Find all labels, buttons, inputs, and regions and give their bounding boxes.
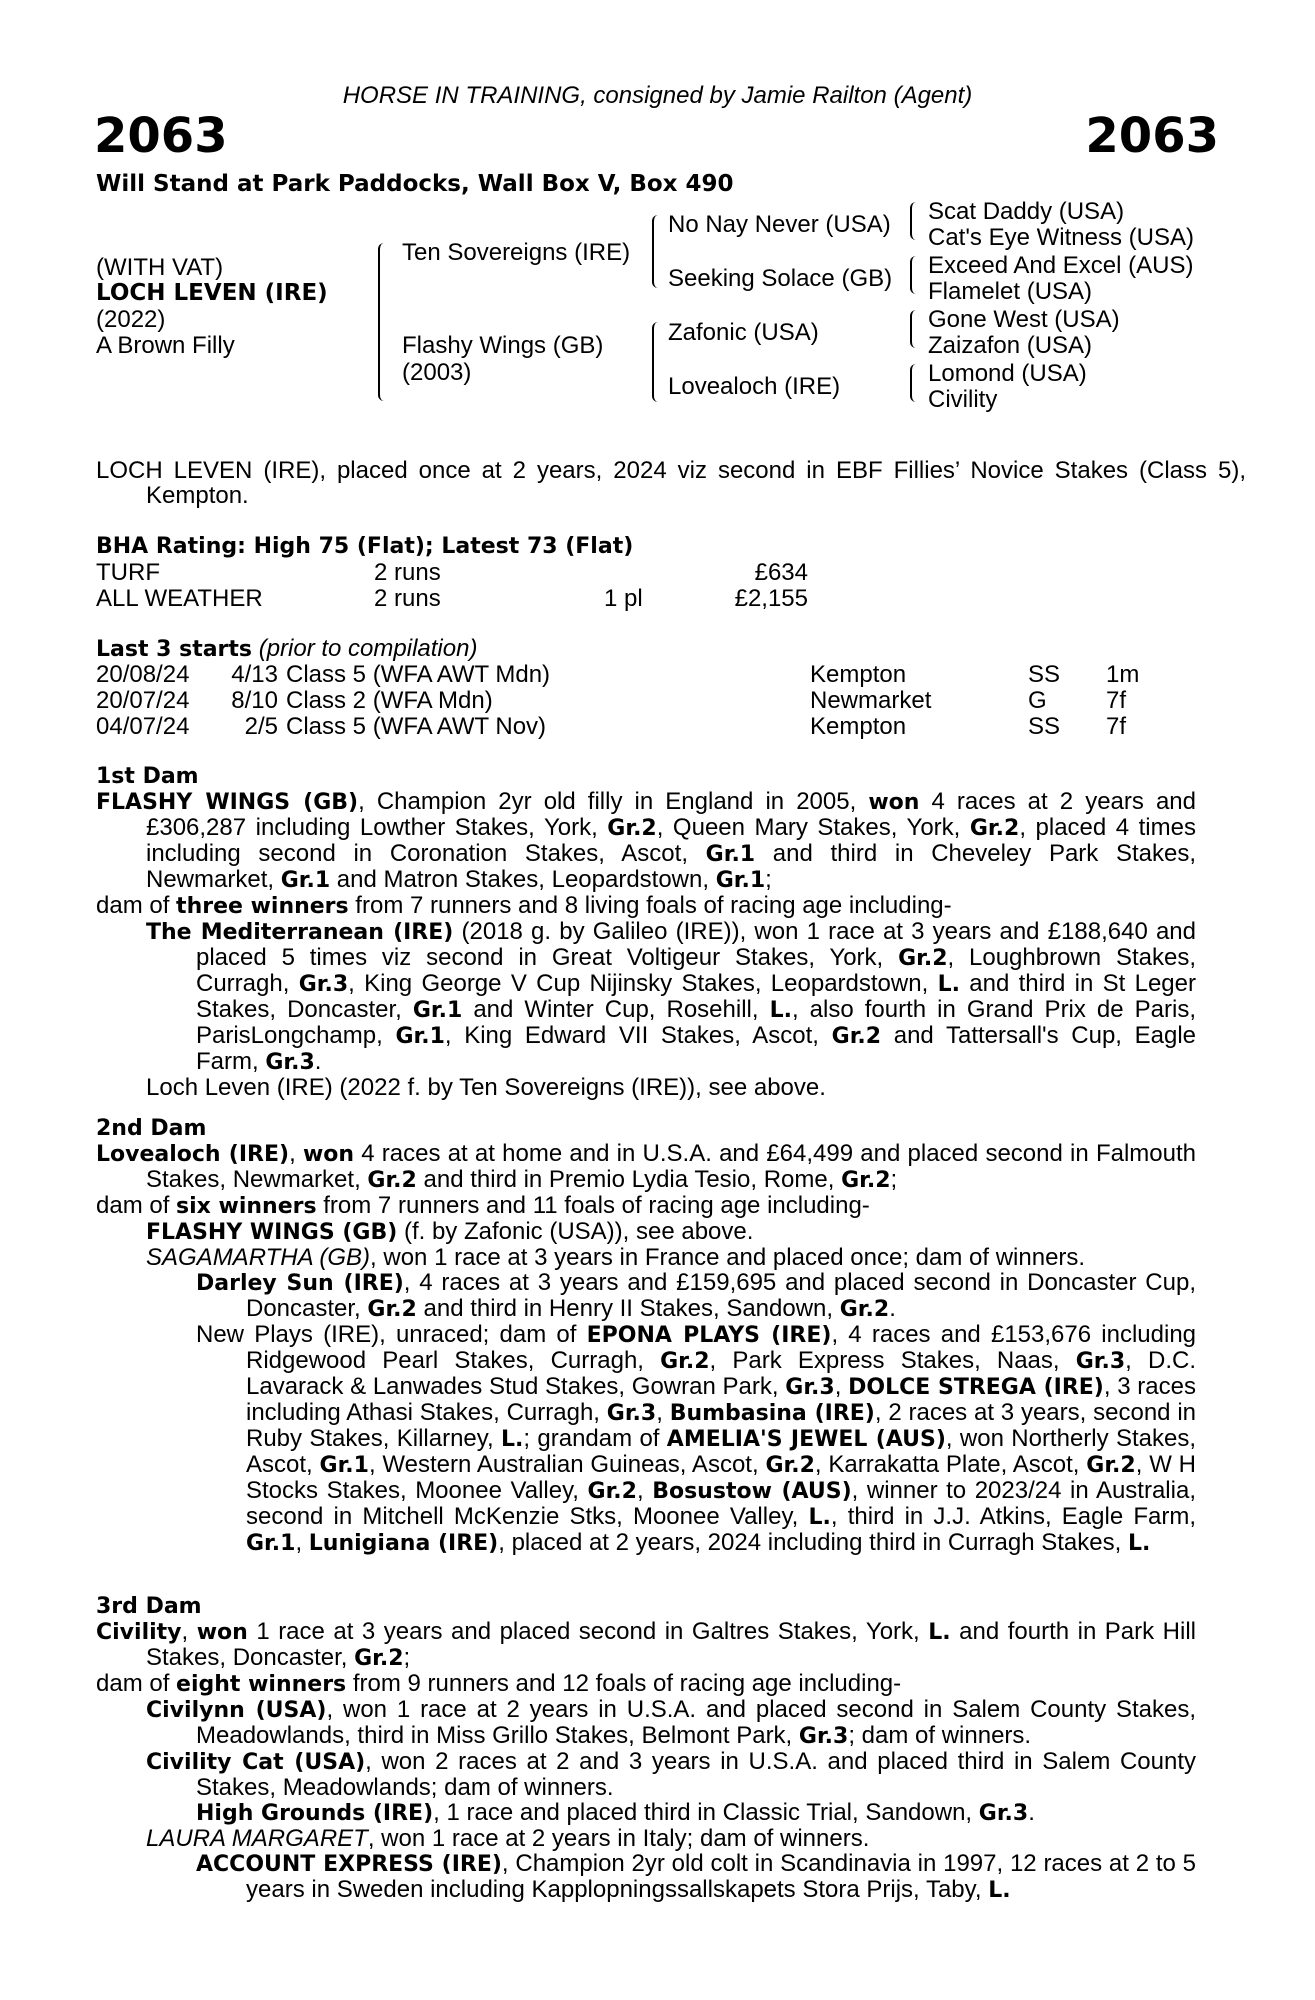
- text: ;: [403, 1644, 411, 1671]
- text: , 2 races at 3 years, second in Ruby Stakes, Killarney,: [246, 1399, 1196, 1452]
- grade: Gr.2: [1086, 1453, 1136, 1478]
- text: , won 1 race at 3 years in France and placed once; dam of winners.: [370, 1244, 1086, 1271]
- won-label: won: [868, 790, 920, 815]
- start-going: SS: [1028, 661, 1061, 688]
- text: , third in J.J. Atkins, Eagle Farm,: [830, 1503, 1196, 1530]
- pedigree-brace: [378, 243, 388, 401]
- start-going: G: [1028, 687, 1047, 714]
- third-dam-section: [96, 1594, 1196, 1903]
- text: , Loughbrown Stakes, Curragh,: [196, 944, 1196, 997]
- progeny-record: [96, 1749, 1196, 1800]
- text: (2018 g. by Galileo (IRE)), won 1 race at 3 years and £188,640 and placed 5 times viz second in Great Voltigeur Stakes, York,: [196, 918, 1196, 971]
- grade: Gr.2: [898, 946, 948, 971]
- ddd: Civility: [928, 386, 998, 413]
- grade: Gr.2: [831, 1024, 882, 1049]
- text: from 7 runners and 8 living foals of racing age including-: [348, 892, 952, 919]
- rating-earnings: £2,155: [734, 585, 808, 612]
- progeny-name: The Mediterranean (IRE): [146, 920, 454, 945]
- grade: Gr.1: [715, 868, 766, 893]
- lot-number-left: 2063: [94, 108, 228, 164]
- start-race: Class 5 (WFA AWT Mdn): [286, 661, 551, 688]
- start-date: 20/08/24: [96, 661, 190, 688]
- text: ,: [289, 1140, 303, 1167]
- sire-brace: [652, 215, 660, 288]
- bha-rating: BHA Rating: High 75 (Flat); Latest 73 (Flat): [96, 534, 634, 559]
- start-course: Kempton: [810, 713, 907, 740]
- dds: Lomond (USA): [928, 360, 1087, 387]
- start-going: SS: [1028, 713, 1061, 740]
- start-date: 04/07/24: [96, 713, 190, 740]
- text: ; dam of winners.: [848, 1722, 1032, 1749]
- text: and Matron Stakes, Leopardstown,: [330, 866, 716, 893]
- progeny-name: DOLCE STREGA (IRE): [848, 1375, 1104, 1400]
- text: , 1 race and placed third in Classic Trial, Sandown,: [433, 1799, 979, 1826]
- last-starts-title: Last 3 starts: [96, 637, 253, 662]
- rating-runs: 2 runs: [374, 559, 441, 586]
- grade: Gr.1: [246, 1531, 296, 1556]
- last-starts-heading: [96, 636, 477, 662]
- dss: Gone West (USA): [928, 306, 1120, 333]
- ssd: Cat's Eye Witness (USA): [928, 224, 1194, 251]
- progeny-name: EPONA PLAYS (IRE): [586, 1323, 832, 1348]
- text: ,: [656, 1399, 670, 1426]
- progeny-name: AMELIA'S JEWEL (AUS): [666, 1427, 946, 1452]
- text: .: [1028, 1799, 1035, 1826]
- grade: L.: [1127, 1531, 1151, 1556]
- grade: L.: [988, 1878, 1011, 1903]
- grade: Gr.2: [841, 1168, 891, 1193]
- text: and third in Cheveley Park Stakes, Newmarket,: [146, 840, 1197, 893]
- grade: L.: [769, 998, 792, 1023]
- sire-sire: No Nay Never (USA): [668, 211, 891, 238]
- progeny-name: Civility Cat (USA): [146, 1750, 366, 1775]
- grade: Gr.3: [1075, 1349, 1126, 1374]
- text: ; grandam of: [523, 1425, 667, 1452]
- sss: Scat Daddy (USA): [928, 198, 1125, 225]
- text: 1 race at 3 years and placed second in Galtres Stakes, York,: [247, 1618, 929, 1645]
- start-race: Class 5 (WFA AWT Nov): [286, 713, 547, 740]
- text: ,: [295, 1529, 309, 1556]
- grade: Gr.3: [978, 1801, 1029, 1826]
- stabling-line: Will Stand at Park Paddocks, Wall Box V, Box 490: [96, 171, 734, 197]
- grade: L.: [501, 1427, 524, 1452]
- text: and third in St Leger Stakes, Doncaster,: [196, 970, 1196, 1023]
- text: , 4 races at 3 years and £159,695 and placed second in Doncaster Cup, Doncaster,: [246, 1269, 1196, 1322]
- text: .: [314, 1048, 322, 1075]
- progeny-record: [96, 1219, 1196, 1245]
- progeny-name: ACCOUNT EXPRESS (IRE): [196, 1852, 502, 1877]
- grade: Gr.2: [367, 1168, 417, 1193]
- text: , Champion 2yr old colt in Scandinavia in 1997, 12 races at 2 to 5 years in Sweden including Kapplopningssallskapets Stora Prijs, Taby,: [246, 1850, 1197, 1903]
- rating-surface: TURF: [96, 559, 160, 586]
- third-dam-record: [96, 1619, 1196, 1671]
- grade: Gr.1: [705, 842, 756, 867]
- grade: Gr.2: [587, 1479, 637, 1504]
- third-dam-title: 3rd Dam: [96, 1594, 202, 1619]
- text: (f. by Zafonic (USA)), see above.: [397, 1218, 754, 1245]
- grade: Gr.2: [660, 1349, 710, 1374]
- text: , won 1 race at 2 years in U.S.A. and placed second in Salem County Stakes, Meadowlands, third in Miss Grillo Stakes, Belmont Park,: [196, 1696, 1196, 1749]
- text: , 3 races including Athasi Stakes, Curragh,: [246, 1373, 1196, 1426]
- start-distance: 7f: [1106, 687, 1127, 714]
- grade: Gr.2: [765, 1453, 815, 1478]
- text: dam of: [96, 1670, 177, 1697]
- rating-places: 1 pl: [604, 585, 643, 612]
- rating-surface: ALL WEATHER: [96, 585, 263, 612]
- text: , King George V Cup Nijinsky Stakes, Leopardstown,: [348, 970, 938, 997]
- dd-brace: [910, 364, 918, 402]
- text: and Winter Cup, Rosehill,: [462, 996, 770, 1023]
- winners-count: eight winners: [176, 1672, 347, 1697]
- progeny-record: [96, 1800, 1196, 1826]
- progeny-name: Civilynn (USA): [146, 1698, 327, 1723]
- text: , Champion 2yr old filly in England in 2005,: [358, 788, 869, 815]
- text: ,: [181, 1618, 197, 1645]
- text: , placed 4 times including second in Coronation Stakes, Ascot,: [146, 814, 1196, 867]
- first-dam-section: [96, 764, 1196, 1100]
- grade: Gr.2: [367, 1297, 417, 1322]
- progeny-name: Lunigiana (IRE): [308, 1531, 499, 1556]
- horse-description: A Brown Filly: [96, 332, 235, 359]
- start-distance: 1m: [1106, 661, 1140, 688]
- winners-count: three winners: [176, 894, 349, 919]
- grade: Gr.2: [607, 816, 657, 841]
- vat-note: (WITH VAT): [96, 254, 224, 281]
- dam-sire: Zafonic (USA): [668, 319, 819, 346]
- text: from 9 runners and 12 foals of racing age including-: [346, 1670, 902, 1697]
- dam-brace: [652, 322, 660, 402]
- first-dam-record: [96, 789, 1196, 893]
- dsd: Zaizafon (USA): [928, 332, 1093, 359]
- last-starts-note: (prior to compilation): [258, 635, 478, 662]
- rating-earnings: £634: [754, 559, 808, 586]
- text: ;: [765, 866, 772, 893]
- progeny-record: [96, 1826, 1196, 1851]
- progeny-record: [96, 1245, 1196, 1270]
- text: dam of: [96, 1192, 177, 1219]
- text: and third in Henry II Stakes, Sandown,: [416, 1295, 840, 1322]
- progeny-record: Loch Leven (IRE) (2022 f. by Ten Sovereigns (IRE)), see above.: [146, 1074, 826, 1101]
- grade: Gr.3: [785, 1375, 835, 1400]
- start-race: Class 2 (WFA Mdn): [286, 687, 493, 714]
- progeny-record: [96, 1697, 1196, 1749]
- ss-brace: [910, 202, 918, 240]
- text: and Tattersall's Cup, Eagle Farm,: [196, 1022, 1196, 1075]
- second-dam-section: [96, 1116, 1196, 1556]
- dam-dam: Lovealoch (IRE): [668, 373, 841, 400]
- ds-brace: [910, 310, 918, 348]
- grade: Gr.1: [412, 998, 463, 1023]
- sdd: Flamelet (USA): [928, 278, 1093, 305]
- start-date: 20/07/24: [96, 687, 190, 714]
- grade: Gr.1: [280, 868, 331, 893]
- text: dam of: [96, 892, 177, 919]
- sire-dam: Seeking Solace (GB): [668, 265, 893, 292]
- text: , Karrakatta Plate, Ascot,: [814, 1451, 1087, 1478]
- grade: Gr.3: [265, 1050, 315, 1075]
- first-dam-title: 1st Dam: [96, 764, 199, 789]
- consignment-line: HORSE IN TRAINING, consigned by Jamie Railton (Agent): [342, 82, 973, 109]
- grade: Gr.3: [606, 1401, 657, 1426]
- progeny-name: LAURA MARGARET: [146, 1825, 368, 1852]
- text: 4 races at at home and in U.S.A. and £64,499 and placed second in Falmouth Stakes, Newmarket,: [146, 1140, 1196, 1193]
- dam-year: (2003): [402, 359, 472, 386]
- progeny-name: Bumbasina (IRE): [669, 1401, 875, 1426]
- progeny-name: FLASHY WINGS (GB): [146, 1220, 398, 1245]
- horse-name: LOCH LEVEN (IRE): [96, 280, 328, 306]
- text: , placed at 2 years, 2024 including third in Curragh Stakes,: [498, 1529, 1128, 1556]
- sd-brace: [910, 256, 918, 294]
- progeny-name: High Grounds (IRE): [196, 1801, 434, 1826]
- text: and fourth in Park Hill Stakes, Doncaster,: [146, 1618, 1196, 1671]
- start-position: 2/5: [244, 713, 278, 740]
- horse-year: (2022): [96, 306, 166, 333]
- start-course: Newmarket: [810, 687, 932, 714]
- grade: L.: [937, 972, 960, 997]
- text: , King Edward VII Stakes, Ascot,: [444, 1022, 832, 1049]
- won-label: won: [302, 1142, 355, 1167]
- text: , winner to 2023/24 in Australia, second in Mitchell McKenzie Stks, Moonee Valley,: [246, 1477, 1196, 1530]
- dam-of-line: [96, 1193, 1196, 1219]
- text: , W H Stocks Stakes, Moonee Valley,: [246, 1451, 1197, 1504]
- race-summary: LOCH LEVEN (IRE), placed once at 2 years, 2024 viz second in EBF Fillies’ Novice Stakes (Class 5), Kempton.: [96, 457, 1246, 509]
- grade: Gr.3: [798, 1724, 849, 1749]
- grade: Gr.2: [354, 1646, 404, 1671]
- text: , D.C. Lavarack & Lanwades Stud Stakes, Gowran Park,: [246, 1347, 1196, 1400]
- sds: Exceed And Excel (AUS): [928, 252, 1194, 279]
- won-label: won: [196, 1620, 248, 1645]
- grade: Gr.1: [319, 1453, 369, 1478]
- grade: L.: [808, 1505, 831, 1530]
- dam-of-line: [96, 893, 1196, 919]
- grade: L.: [928, 1620, 951, 1645]
- second-dam-title: 2nd Dam: [96, 1116, 207, 1141]
- text: , won 2 races at 2 and 3 years in U.S.A. and placed third in Salem County Stakes, Meadowlands; dam of winners.: [196, 1748, 1196, 1801]
- text: , Western Australian Guineas, Ascot,: [368, 1451, 766, 1478]
- progeny-record: [96, 1322, 1196, 1556]
- text: ,: [636, 1477, 653, 1504]
- progeny-record: [96, 1270, 1196, 1322]
- text: 4 races at 2 years and £306,287 including Lowther Stakes, York,: [146, 788, 1196, 841]
- sire: Ten Sovereigns (IRE): [402, 239, 631, 266]
- progeny-record: [96, 919, 1196, 1075]
- text: ;: [890, 1166, 898, 1193]
- text: and third in Premio Lydia Tesio, Rome,: [416, 1166, 842, 1193]
- start-distance: 7f: [1106, 713, 1127, 740]
- rating-runs: 2 runs: [374, 585, 441, 612]
- dam-name: Lovealoch (IRE): [96, 1142, 290, 1167]
- winners-count: six winners: [176, 1194, 317, 1219]
- text: , won Northerly Stakes, Ascot,: [246, 1425, 1196, 1478]
- dam: Flashy Wings (GB): [402, 332, 604, 359]
- text: , also fourth in Grand Prix de Paris, ParisLongchamp,: [196, 996, 1197, 1049]
- progeny-name: SAGAMARTHA (GB): [146, 1244, 371, 1271]
- grade: Gr.2: [839, 1297, 890, 1322]
- start-course: Kempton: [810, 661, 907, 688]
- text: , Queen Mary Stakes, York,: [656, 814, 970, 841]
- progeny-name: Darley Sun (IRE): [196, 1271, 404, 1296]
- text: , 4 races and £153,676 including Ridgewood Pearl Stakes, Curragh,: [246, 1321, 1197, 1374]
- start-position: 4/13: [231, 661, 278, 688]
- grade: Gr.2: [969, 816, 1020, 841]
- lot-number-right: 2063: [1085, 108, 1219, 164]
- grade: Gr.3: [298, 972, 349, 997]
- start-position: 8/10: [231, 687, 278, 714]
- text: , won 1 race at 2 years in Italy; dam of winners.: [367, 1825, 870, 1852]
- dam-name: Civility: [96, 1620, 182, 1645]
- progeny-record: [96, 1851, 1196, 1903]
- text: ,: [834, 1373, 849, 1400]
- dam-name: FLASHY WINGS (GB): [96, 790, 359, 815]
- progeny-name: Bosustow (AUS): [652, 1479, 852, 1504]
- text: .: [889, 1295, 896, 1322]
- dam-of-line: [96, 1671, 1196, 1697]
- text: from 7 runners and 11 foals of racing age including-: [316, 1192, 870, 1219]
- text: New Plays (IRE), unraced; dam of: [196, 1321, 587, 1348]
- second-dam-record: [96, 1141, 1196, 1193]
- text: , Park Express Stakes, Naas,: [709, 1347, 1076, 1374]
- grade: Gr.1: [395, 1024, 445, 1049]
